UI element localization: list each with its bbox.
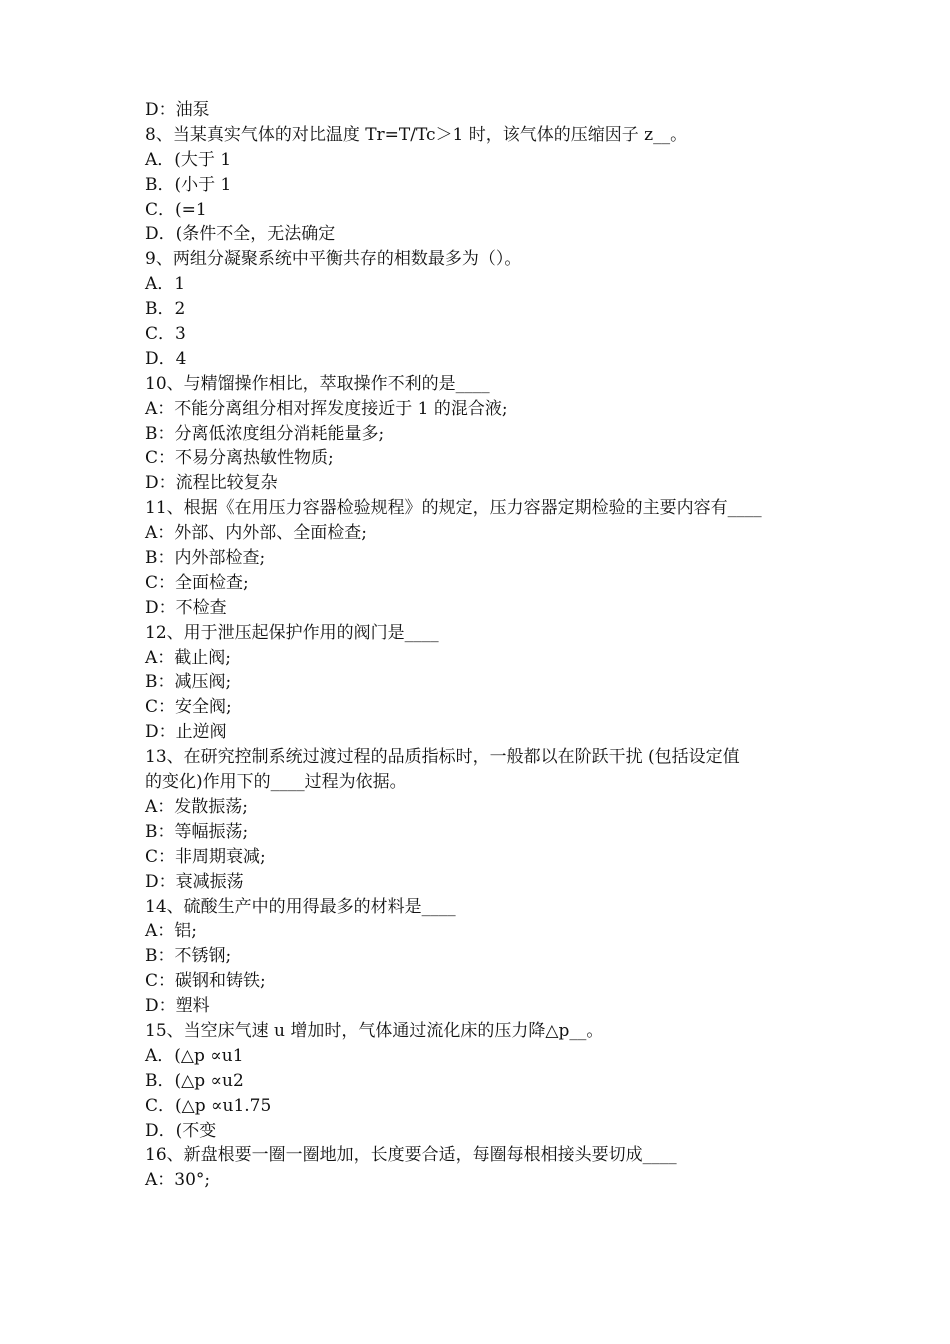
option-line: C：安全阀; [145,697,232,718]
option-line: D．4 [145,348,187,369]
option-line: D：衰减振荡 [145,871,244,892]
option-line: C：全面检查; [145,572,249,593]
question-line: 13、在研究控制系统过渡过程的品质指标时，一般都以在阶跃干扰 (包括设定值 [145,747,740,768]
question-line: 12、用于泄压起保护作用的阀门是____ [145,622,439,643]
option-line: C：不易分离热敏性物质; [145,448,334,469]
option-line: B：减压阀; [145,672,232,693]
option-line: B：等幅振荡; [145,821,249,842]
option-line: D：止逆阀 [145,722,227,743]
option-line: D．(不变 [145,1120,217,1141]
option-line: A：30°; [145,1170,211,1191]
question-text-block [145,98,810,1193]
option-line: A：铝; [145,921,198,942]
option-line: B：分离低浓度组分消耗能量多; [145,423,385,444]
question-line: 16、新盘根要一圈一圈地加，长度要合适，每圈每根相接头要切成____ [145,1145,677,1166]
option-line: B：内外部检查; [145,548,266,569]
question-line-continued: 的变化)作用下的____过程为依据。 [145,772,407,793]
option-line: A：截止阀; [145,647,232,668]
option-line: C．(=1 [145,199,207,220]
option-line: D．(条件不全，无法确定 [145,224,336,245]
option-line: C：非周期衰减; [145,846,266,867]
option-line: A．(△p ∝u1 [145,1045,244,1066]
option-line: D：流程比较复杂 [145,473,278,494]
question-line: 8、当某真实气体的对比温度 Tr=T/Tc＞1 时，该气体的压缩因子 z__。 [145,124,688,145]
option-line: D：油泵 [145,100,210,120]
question-line: 11、根据《在用压力容器检验规程》的规定，压力容器定期检验的主要内容有____ [145,498,762,519]
option-line: A．1 [145,274,186,295]
option-line: C．3 [145,324,186,345]
option-line: D：不检查 [145,597,227,618]
question-line: 14、硫酸生产中的用得最多的材料是____ [145,896,456,917]
option-line: D：塑料 [145,996,210,1017]
option-line: C．(△p ∝u1.75 [145,1095,272,1116]
question-line: 10、与精馏操作相比，萃取操作不利的是____ [145,373,490,394]
question-line: 15、当空床气速 u 增加时，气体通过流化床的压力降△p__。 [145,1020,604,1041]
option-line: A．(大于 1 [145,149,232,170]
option-line: A：外部、内外部、全面检查; [145,523,368,544]
option-line: B．(△p ∝u2 [145,1070,244,1091]
option-line: C：碳钢和铸铁; [145,971,266,992]
option-line: A：不能分离组分相对挥发度接近于 1 的混合液; [145,398,508,419]
option-line: B．2 [145,299,186,320]
option-line: B：不锈钢; [145,946,232,967]
option-line: A：发散振荡; [145,796,249,817]
option-line: B．(小于 1 [145,174,232,195]
question-line: 9、两组分凝聚系统中平衡共存的相数最多为（）。 [145,249,522,270]
